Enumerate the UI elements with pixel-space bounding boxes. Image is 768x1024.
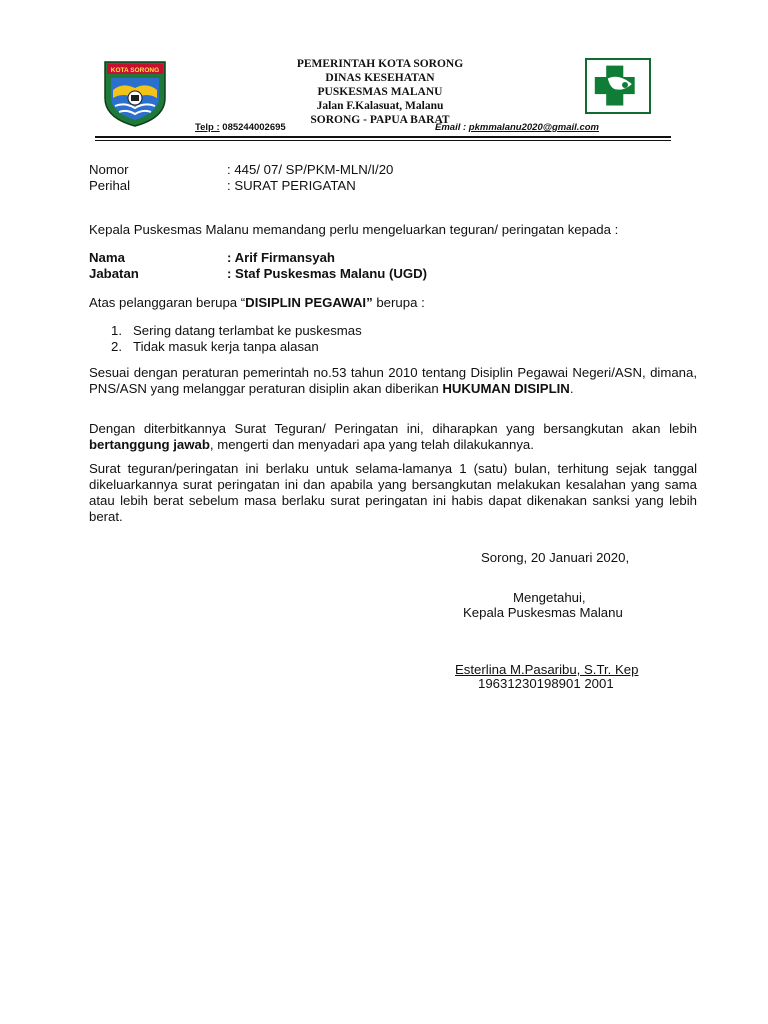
acknowledged-label: Mengetahui, — [513, 590, 586, 605]
violation-prefix: Atas pelanggaran berupa “ — [89, 295, 246, 310]
violation-bold: DISIPLIN PEGAWAI” — [245, 295, 373, 310]
letterhead-phone — [195, 122, 286, 133]
signatory-nip: 19631230198901 2001 — [478, 676, 614, 691]
email-address[interactable]: pkmmalanu2020@gmail.com — [468, 122, 599, 133]
violation-list — [111, 323, 362, 355]
jabatan-value: : Staf Puskesmas Malanu (UGD) — [227, 266, 428, 281]
violation-suffix: berupa : — [372, 295, 425, 310]
validity-paragraph: Surat teguran/peringatan ini berlaku untuk selama-lamanya 1 (satu) bulan, terhitung sejak tanggal dikeluarkannya surat peringatan ini dan apabila yang bersangkutan melakukan kesalahan yang sama atau lebih berat sebelum masa berlaku surat peringatan ini habis dapat dikenakan sanksi yang lebih berat. — [89, 461, 697, 524]
regulation-paragraph — [89, 365, 697, 397]
perihal-value: : SURAT PERIGATAN — [227, 178, 356, 193]
phone-number: 085244002695 — [222, 122, 286, 133]
nomor-label: Nomor — [89, 162, 129, 177]
letterhead-line-address: Jalan F.Kalasuat, Malanu — [316, 100, 444, 112]
list-item-text: Tidak masuk kerja tanpa alasan — [133, 339, 319, 354]
list-item-number: 2. — [111, 339, 122, 354]
violation-paragraph — [89, 295, 697, 311]
nama-value: : Arif Firmansyah — [227, 250, 335, 265]
expectation-paragraph — [89, 421, 697, 453]
city-emblem-icon — [101, 58, 169, 128]
logo-left-text: KOTA SORONG — [110, 67, 160, 74]
letterhead-line-government: PEMERINTAH KOTA SORONG — [296, 58, 464, 70]
nama-label: Nama — [89, 250, 125, 265]
letterhead-line-region: SORONG - PAPUA BARAT — [310, 114, 450, 126]
list-item-text: Sering datang terlambat ke puskesmas — [133, 323, 362, 338]
letterhead-divider — [95, 136, 671, 138]
email-label: Email : — [435, 122, 467, 133]
letterhead-line-institution: PUSKESMAS MALANU — [317, 86, 443, 98]
regulation-bold: HUKUMAN DISIPLIN — [442, 381, 570, 396]
nomor-value: : 445/ 07/ SP/PKM-MLN/I/20 — [227, 162, 394, 177]
perihal-label: Perihal — [89, 178, 131, 193]
place-date: Sorong, 20 Januari 2020, — [481, 550, 630, 565]
expectation-text: Dengan diterbitkannya Surat Teguran/ Peringatan ini, diharapkan yang bersangkutan akan lebih — [89, 421, 697, 436]
signatory-name: Esterlina M.Pasaribu, S.Tr. Kep — [455, 662, 639, 677]
health-cross-logo-icon — [585, 58, 651, 114]
list-item — [111, 323, 362, 339]
expectation-end: , mengerti dan menyadari apa yang telah dilakukannya. — [209, 437, 534, 452]
letterhead-email — [435, 122, 599, 133]
regulation-end: . — [569, 381, 574, 396]
letterhead-divider-thin — [95, 140, 671, 141]
expectation-bold: bertanggung jawab — [89, 437, 210, 452]
list-item — [111, 339, 362, 355]
letterhead-text — [190, 57, 570, 127]
signatory-position: Kepala Puskesmas Malanu — [463, 605, 623, 620]
letterhead-line-department: DINAS KESEHATAN — [325, 72, 435, 84]
jabatan-label: Jabatan — [89, 266, 139, 281]
regulation-text: Sesuai dengan peraturan pemerintah no.53 tahun 2010 tentang Disiplin Pegawai Negeri/ASN, dimana, PNS/ASN yang melanggar peraturan disiplin akan diberikan — [89, 365, 697, 396]
intro-paragraph: Kepala Puskesmas Malanu memandang perlu mengeluarkan teguran/ peringatan kepada : — [89, 222, 619, 237]
phone-label: Telp : — [195, 122, 220, 133]
list-item-number: 1. — [111, 323, 122, 338]
